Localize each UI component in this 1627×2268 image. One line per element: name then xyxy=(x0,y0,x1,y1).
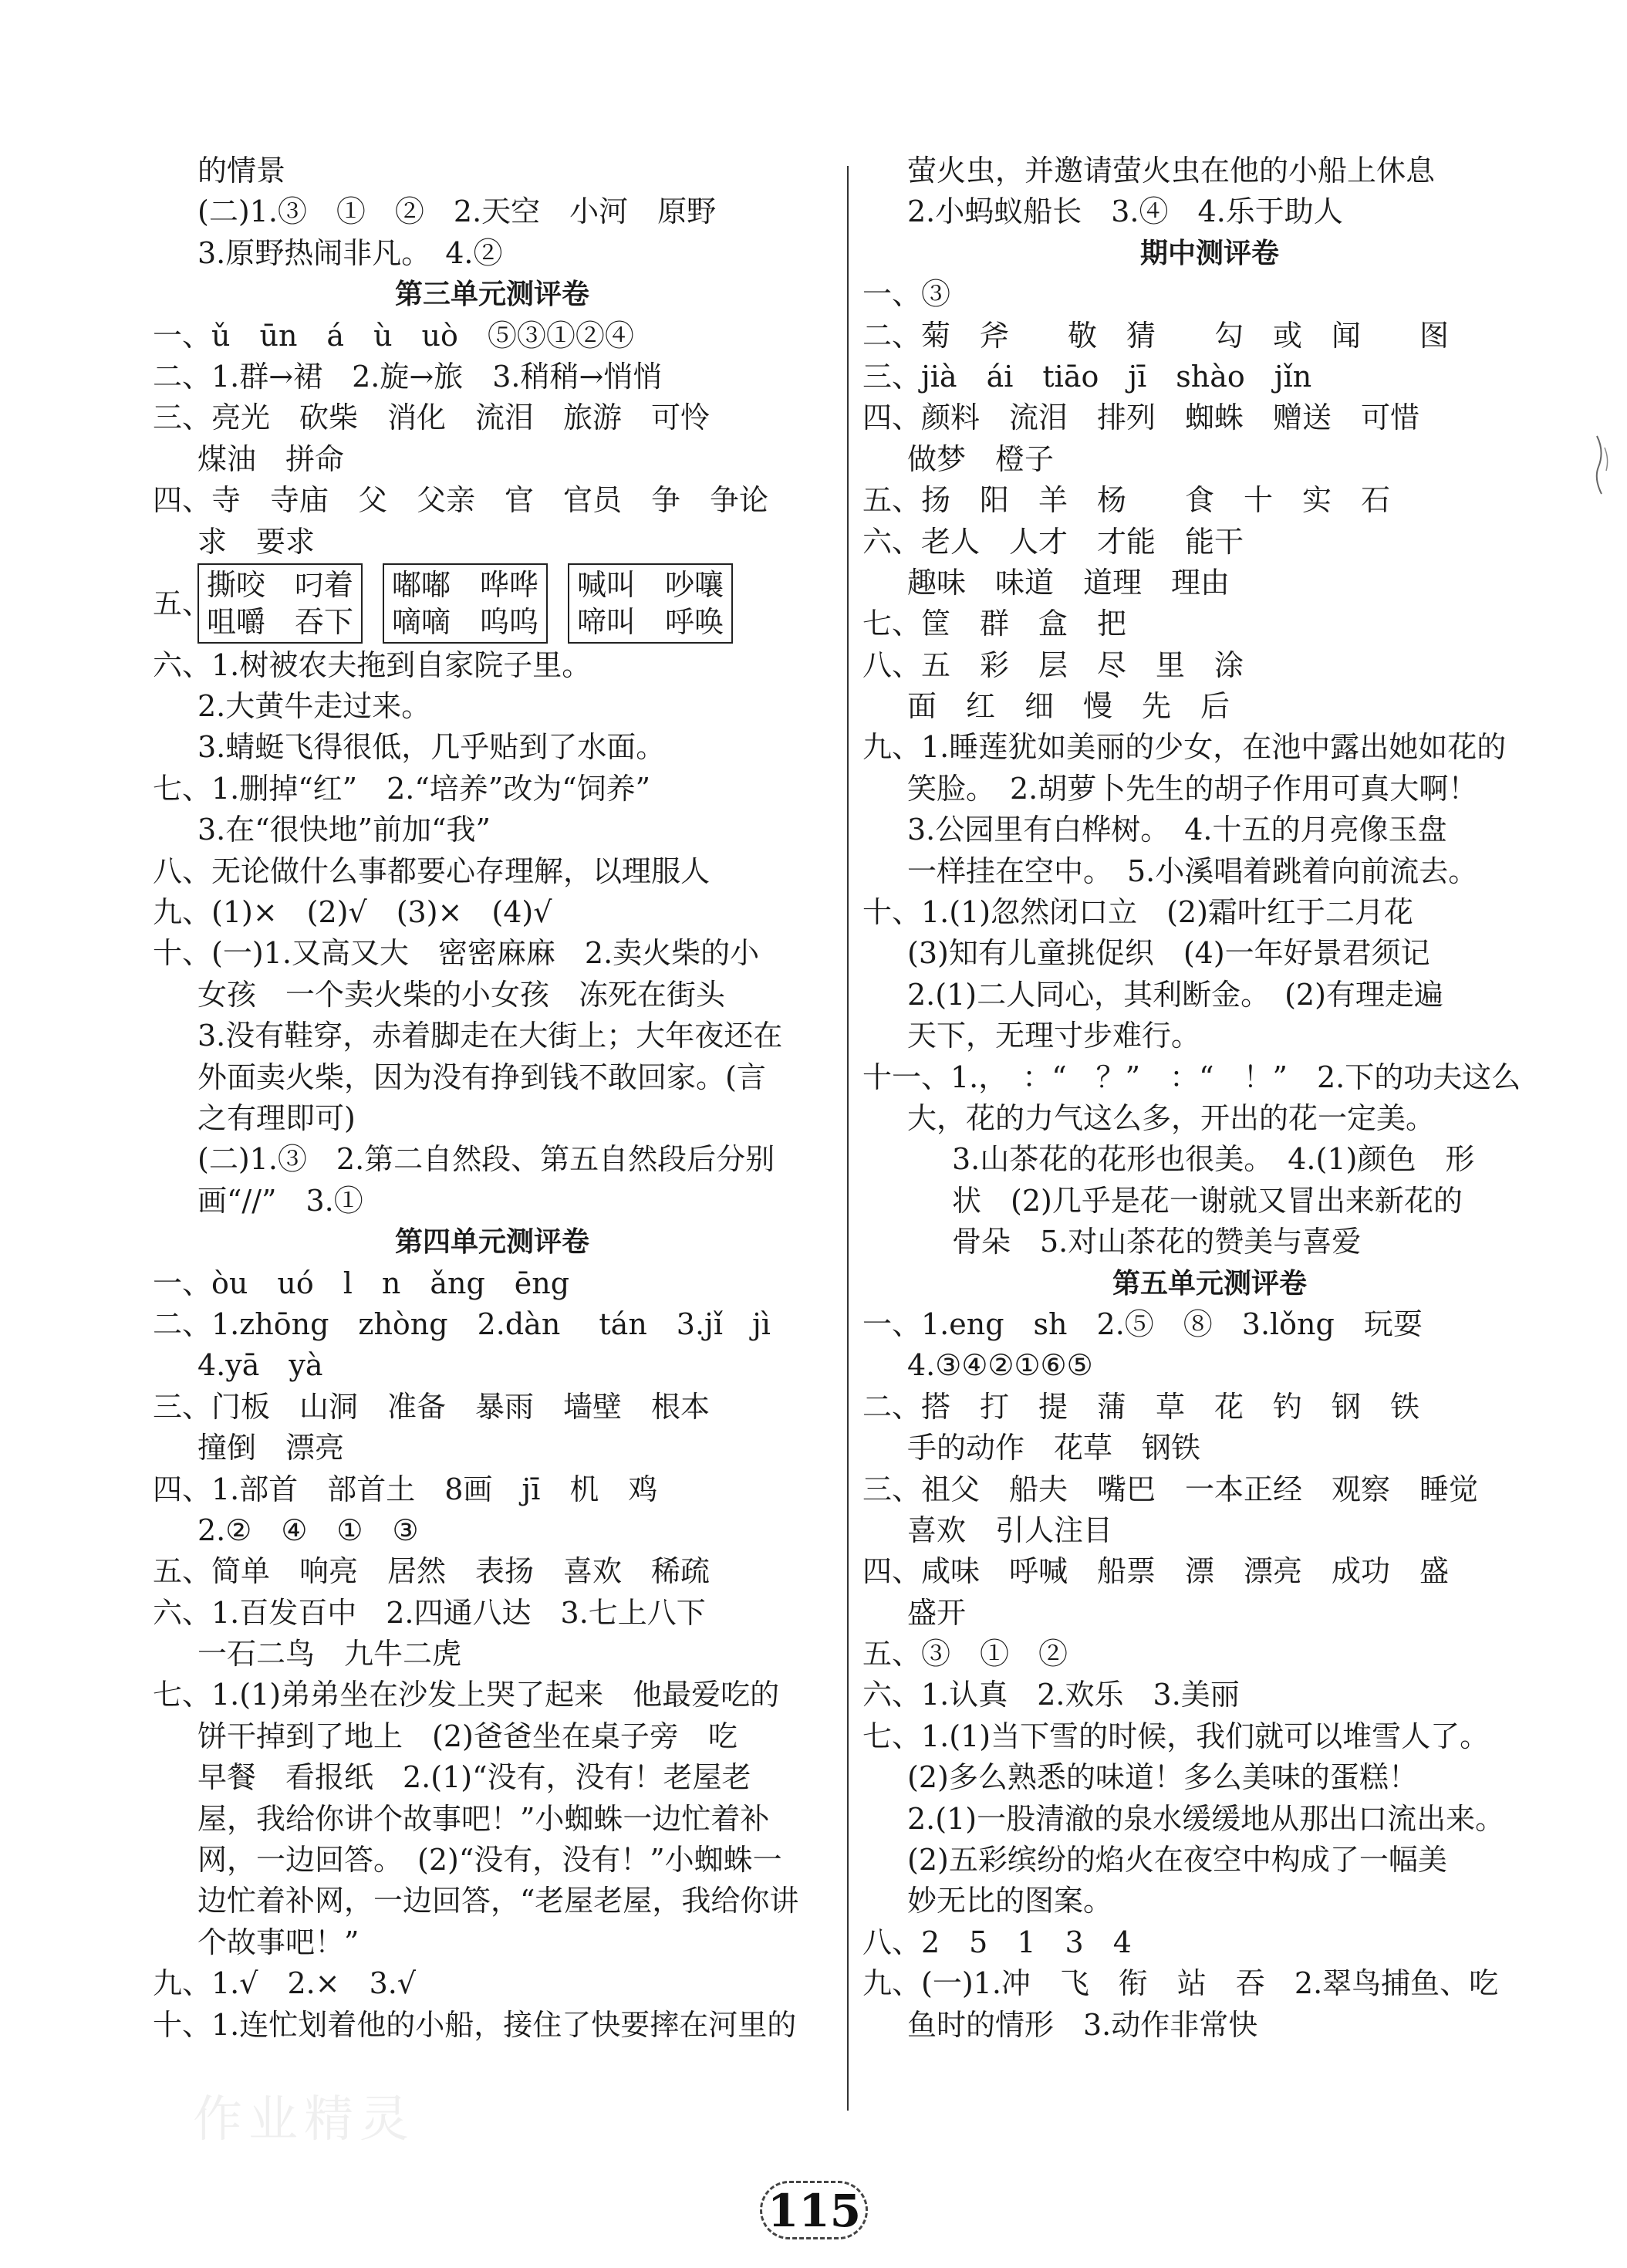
word-group-line: 撕咬 叼着 xyxy=(207,568,354,603)
answer-line: 四、颜料 流泪 排列 蜘蛛 赠送 可惜 xyxy=(862,401,1420,435)
answer-line: 3.在“很快地”前加“我” xyxy=(197,813,491,847)
answer-line: 2.小蚂蚁船长 3.④ 4.乐于助人 xyxy=(907,194,1343,229)
answer-line: 一、òu uó l n ǎng ēng xyxy=(153,1266,570,1300)
column-divider xyxy=(847,166,849,2111)
word-group-box xyxy=(383,563,548,644)
answer-line: 六、1.树被农夫拖到自家院子里。 xyxy=(153,647,592,682)
answer-line: 六、老人 人才 才能 能干 xyxy=(862,524,1244,559)
answer-line: 十、(一)1.又高又大 密密麻麻 2.卖火柴的小 xyxy=(153,936,760,971)
answer-line: 八、五 彩 层 尽 里 涂 xyxy=(862,647,1244,682)
answer-line: 二、菊 斧 敬 猜 勾 或 闻 图 xyxy=(862,318,1450,353)
answer-line: (3)知有儿童挑促织 (4)一年好景君须记 xyxy=(907,936,1430,971)
answer-line: 面 红 细 慢 先 后 xyxy=(907,689,1230,724)
answer-line: 七、筐 群 盒 把 xyxy=(862,607,1127,641)
watermark: 作业精灵 xyxy=(193,2091,415,2148)
word-group-line: 啼叫 呼唤 xyxy=(577,605,724,640)
answer-line: 七、1.删掉“红” 2.“培养”改为“饲养” xyxy=(153,771,651,806)
answer-line: 二、1.群→裙 2.旋→旅 3.稍稍→悄悄 xyxy=(153,359,663,394)
answer-line: 屋，我给你讲个故事吧！”小蜘蛛一边忙着补 xyxy=(197,1801,770,1836)
word-group-box xyxy=(197,563,363,644)
answer-line: 九、(1)× (2)√ (3)× (4)√ xyxy=(153,895,552,930)
answer-line: 一样挂在空中。 5.小溪唱着跳着向前流去。 xyxy=(907,853,1478,888)
answer-line: 三、祖父 船夫 嘴巴 一本正经 观察 睡觉 xyxy=(862,1472,1479,1506)
answer-line: (2)多么熟悉的味道！多么美味的蛋糕！ xyxy=(907,1760,1418,1795)
answer-line: 之有理即可) xyxy=(197,1101,356,1135)
answer-line: 鱼时的情形 3.动作非常快 xyxy=(907,2007,1258,2042)
answer-line: 骨朵 5.对山茶花的赞美与喜爱 xyxy=(952,1225,1362,1259)
answer-line: 状 (2)几乎是花一谢就又冒出来新花的 xyxy=(952,1183,1463,1218)
answer-line: 九、1.√ 2.× 3.√ xyxy=(153,1966,417,2001)
left-column xyxy=(153,150,832,2046)
answer-line: 撞倒 漂亮 xyxy=(197,1431,345,1465)
answer-line: 三、亮光 砍柴 消化 流泪 旅游 可怜 xyxy=(153,401,711,435)
answer-line: 个故事吧！” xyxy=(197,1925,359,1959)
answer-line: 一、ǔ ūn á ù uò ⑤③①②④ xyxy=(153,318,634,353)
answer-line: 五、③ ① ② xyxy=(862,1637,1068,1671)
answer-line: 女孩 一个卖火柴的小女孩 冻死在街头 xyxy=(197,977,726,1012)
section-heading: 第四单元测评卷 xyxy=(394,1226,589,1259)
answer-line: 妙无比的图案。 xyxy=(907,1884,1113,1918)
answer-line: (二)1.③ ① ② 2.天空 小河 原野 xyxy=(197,194,717,229)
answer-line: (2)五彩缤纷的焰火在夜空中构成了一幅美 xyxy=(907,1843,1447,1878)
page-number: 115 xyxy=(768,2185,862,2237)
answer-line: 早餐 看报纸 2.(1)“没有，没有！老屋老 xyxy=(197,1760,751,1795)
answer-line: 饼干掉到了地上 (2)爸爸坐在桌子旁 吃 xyxy=(197,1719,738,1753)
answer-line: 二、搭 打 提 蒲 草 花 钓 钢 铁 xyxy=(862,1389,1420,1424)
answer-line: 画“//” 3.① xyxy=(197,1183,363,1218)
section-heading: 期中测评卷 xyxy=(1139,237,1279,269)
word-group-line: 咀嚼 吞下 xyxy=(207,605,354,640)
answer-line: 萤火虫，并邀请萤火虫在他的小船上休息 xyxy=(907,154,1436,188)
right-column xyxy=(862,150,1557,2046)
answer-line: 网，一边回答。 (2)“没有，没有！”小蜘蛛一 xyxy=(197,1843,782,1878)
answer-line: 六、1.百发百中 2.四通八达 3.七上八下 xyxy=(153,1595,706,1630)
answer-line: 四、咸味 呼喊 船票 漂 漂亮 成功 盛 xyxy=(862,1554,1450,1589)
answer-line: 七、1.(1)当下雪的时候，我们就可以堆雪人了。 xyxy=(862,1719,1490,1753)
answer-line: 一石二鸟 九牛二虎 xyxy=(197,1637,462,1671)
answer-line: 四、1.部首 部首土 8画 jī 机 鸡 xyxy=(153,1472,658,1506)
answer-line: 3.没有鞋穿，赤着脚走在大街上；大年夜还在 xyxy=(197,1019,783,1053)
answer-line: 四、寺 寺庙 父 父亲 官 官员 争 争论 xyxy=(153,483,769,518)
answer-line: 做梦 橙子 xyxy=(907,441,1055,476)
answer-line: 六、1.认真 2.欢乐 3.美丽 xyxy=(862,1678,1240,1712)
answer-line: 喜欢 引人注目 xyxy=(907,1513,1113,1547)
answer-line: 八、2 5 1 3 4 xyxy=(862,1925,1132,1959)
answer-line: 趣味 味道 道理 理由 xyxy=(907,565,1230,600)
answer-line: 边忙着补网，一边回答，“老屋老屋，我给你讲 xyxy=(197,1884,799,1918)
answer-line: 九、(一)1.冲 飞 衔 站 吞 2.翠鸟捕鱼、吃 xyxy=(862,1966,1499,2001)
word-group-box xyxy=(568,563,733,644)
answer-line: 2.大黄牛走过来。 xyxy=(197,689,431,724)
answer-line: 三、门板 山洞 准备 暴雨 墙壁 根本 xyxy=(153,1389,711,1424)
answer-line: 3.公园里有白桦树。 4.十五的月亮像玉盘 xyxy=(907,813,1447,847)
answer-line: 十、1.(1)忽然闭口立 (2)霜叶红于二月花 xyxy=(862,895,1413,930)
answer-line: 一、1.eng sh 2.⑤ ⑧ 3.lǒng 玩耍 xyxy=(862,1306,1423,1341)
answer-line: 十、1.连忙划着他的小船，接住了快要摔在河里的 xyxy=(153,2007,797,2042)
answer-line: 二、1.zhōng zhòng 2.dàn tán 3.jǐ jì xyxy=(153,1306,771,1341)
answer-line: 七、1.(1)弟弟坐在沙发上哭了起来 他最爱吃的 xyxy=(153,1678,780,1712)
answer-line: 3.蜻蜓飞得很低，几乎贴到了水面。 xyxy=(197,730,666,765)
answer-line: 4.yā yà xyxy=(197,1348,323,1383)
answer-line: 五、扬 阳 羊 杨 食 十 实 石 xyxy=(862,483,1391,518)
answer-line: 一、③ xyxy=(862,277,951,312)
word-group-line: 喊叫 吵嚷 xyxy=(577,568,724,603)
answer-line: 手的动作 花草 钢铁 xyxy=(907,1431,1201,1465)
answer-line: 九、1.睡莲犹如美丽的少女，在池中露出她如花的 xyxy=(862,730,1507,765)
answer-line: 八、无论做什么事都要心存理解，以理服人 xyxy=(153,853,711,888)
answer-line: 大，花的力气这么多，开出的花一定美。 xyxy=(907,1100,1436,1135)
answer-line: 天下，无理寸步难行。 xyxy=(907,1019,1201,1053)
word-group-line: 嘀嘀 呜呜 xyxy=(392,605,539,640)
answer-line: 煤油 拼命 xyxy=(197,441,345,476)
question-label: 五、 xyxy=(153,586,212,620)
answer-line: 4.③④②①⑥⑤ xyxy=(907,1348,1093,1383)
answer-line: 3.原野热闹非凡。 4.② xyxy=(197,235,503,270)
answer-line: 三、jià ái tiāo jī shào jǐn xyxy=(862,359,1312,394)
section-heading: 第三单元测评卷 xyxy=(394,279,589,311)
answer-line: 2.(1)二人同心，其利断金。 (2)有理走遍 xyxy=(907,977,1443,1012)
answer-line: 2.② ④ ① ③ xyxy=(197,1513,419,1547)
word-group-line: 嘟嘟 哗哗 xyxy=(392,568,539,603)
answer-row-boxes xyxy=(153,563,832,645)
section-heading: 第五单元测评卷 xyxy=(1112,1267,1307,1300)
answer-line: 笑脸。 2.胡萝卜先生的胡子作用可真大啊！ xyxy=(907,771,1478,806)
answer-line: 十一、1.， ：“ ？” ：“ ！” 2.下的功夫这么 xyxy=(862,1060,1521,1094)
answer-line: 求 要求 xyxy=(197,524,316,559)
answer-line: 外面卖火柴，因为没有挣到钱不敢回家。(言 xyxy=(197,1060,766,1094)
answer-line: 的情景 xyxy=(197,154,286,188)
answer-line: 3.山茶花的花形也很美。 4.(1)颜色 形 xyxy=(952,1142,1475,1177)
answer-line: (二)1.③ 2.第二自然段、第五自然段后分别 xyxy=(197,1142,775,1177)
margin-scribble-icon xyxy=(1591,432,1614,502)
answer-line: 2.(1)一股清澈的泉水缓缓地从那出口流出来。 xyxy=(907,1801,1505,1836)
answer-line: 五、简单 响亮 居然 表扬 喜欢 稀疏 xyxy=(153,1554,711,1589)
answer-line: 盛开 xyxy=(907,1595,967,1630)
